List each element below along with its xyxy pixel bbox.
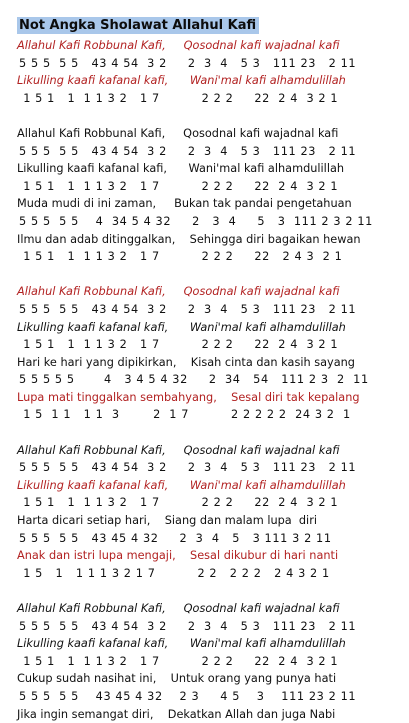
lyric-line: Muda mudi di ini zaman, Bukan tak pandai pengetahuan <box>17 197 352 211</box>
stanza-gap <box>17 107 397 125</box>
notes-line: 5 5 5 5 5 4 3 4 5 4 32 2 34 54 111 2 3 2 11 <box>19 373 369 387</box>
stanza-gap <box>17 424 397 442</box>
notes-line: 1 5 1 1 1 1 3 2 1 7 2 2 2 22 2 4 3 2 1 <box>19 179 339 193</box>
notes-line: 5 5 5 5 5 43 45 4 32 2 3 4 5 3 111 3 2 11 <box>19 531 332 545</box>
notes-line: 5 5 5 5 5 43 4 54 3 2 2 3 4 5 3 111 23 2 11 <box>19 302 357 316</box>
notes-line: 1 5 1 1 1 1 3 2 1 7 2 2 2 2 2 2 4 3 2 1 <box>19 566 330 580</box>
lyric-line: Allahul Kafi Robbunal Kafi, Qosodnal kafi wajadnal kafi <box>17 443 340 457</box>
lyric-line: Harta dicari setiap hari, Siang dan malam lupa diri <box>17 514 317 528</box>
notes-line: 1 5 1 1 1 1 3 2 1 7 2 2 2 22 2 4 3 2 1 <box>19 91 339 105</box>
lyric-line: Likulling kaafi kafanal kafi, Wani'mal kafi alhamdulillah <box>17 320 346 334</box>
page-title: Not Angka Sholawat Allahul Kafi <box>17 17 259 34</box>
notes-line: 1 5 1 1 1 1 3 2 1 7 2 2 2 22 2 4 3 2 1 <box>19 250 343 264</box>
lyric-line: Hari ke hari yang dipikirkan, Kisah cinta dan kasih sayang <box>17 355 355 369</box>
song-lines <box>17 37 397 723</box>
stanza-gap <box>17 266 397 284</box>
lyric-line: Likulling kaafi kafanal kafi, Wani'mal kafi alhamdulillah <box>17 74 346 88</box>
notes-line: 1 5 1 1 1 1 3 2 1 7 2 2 2 2 2 24 3 2 1 <box>19 408 351 422</box>
notes-line: 5 5 5 5 5 43 4 54 3 2 2 3 4 5 3 111 23 2 11 <box>19 56 357 70</box>
notes-line: 1 5 1 1 1 1 3 2 1 7 2 2 2 22 2 4 3 2 1 <box>19 654 339 668</box>
notes-line: 1 5 1 1 1 1 3 2 1 7 2 2 2 22 2 4 3 2 1 <box>19 338 339 352</box>
lyric-line: Allahul Kafi Robbunal Kafi, Qosodnal kafi wajadnal kafi <box>17 285 340 299</box>
notes-line: 5 5 5 5 5 43 4 54 3 2 2 3 4 5 3 111 23 2 11 <box>19 619 357 633</box>
lyric-line: Allahul Kafi Robbunal Kafi, Qosodnal kafi wajadnal kafi <box>17 126 339 140</box>
lyric-line: Likulling kaafi kafanal kafi, Wani'mal kafi alhamdulillah <box>17 478 346 492</box>
notes-line: 5 5 5 5 5 43 4 54 3 2 2 3 4 5 3 111 23 2 11 <box>19 461 357 475</box>
lyric-line: Allahul Kafi Robbunal Kafi, Qosodnal kafi wajadnal kafi <box>17 602 340 615</box>
lyric-line: Ilmu dan adab ditinggalkan, Sehingga diri bagaikan hewan <box>17 232 361 246</box>
lyric-line: Anak dan istri lupa mengaji, Sesal dikubur di hari nanti <box>17 549 339 563</box>
notes-line: 5 5 5 5 5 4 34 5 4 32 2 3 4 5 3 111 2 3 2 11 <box>19 214 373 228</box>
notes-line: 5 5 5 5 5 43 45 4 32 2 3 4 5 3 111 23 2 11 <box>19 689 357 703</box>
lyric-line: Cukup sudah nasihat ini, Untuk orang yang punya hati <box>17 672 337 686</box>
lyric-line: Likulling kaafi kafanal kafi, Wani'mal kafi alhamdulillah <box>17 162 345 176</box>
title-wrapper <box>17 14 259 34</box>
stanza-gap <box>17 582 397 600</box>
notes-line: 5 5 5 5 5 43 4 54 3 2 2 3 4 5 3 111 23 2 11 <box>19 144 357 158</box>
lyric-line: Allahul Kafi Robbunal Kafi, Qosodnal kafi wajadnal kafi <box>17 39 340 52</box>
lyric-line: Jika ingin semangat diri, Dekatkan Allah dan juga Nabi <box>17 707 336 721</box>
lyric-line: Likulling kaafi kafanal kafi, Wani'mal kafi alhamdulillah <box>17 637 346 651</box>
lyric-line: Lupa mati tinggalkan sembahyang, Sesal diri tak kepalang <box>17 390 360 404</box>
notes-line: 1 5 1 1 1 1 3 2 1 7 2 2 2 22 2 4 3 2 1 <box>19 496 339 510</box>
